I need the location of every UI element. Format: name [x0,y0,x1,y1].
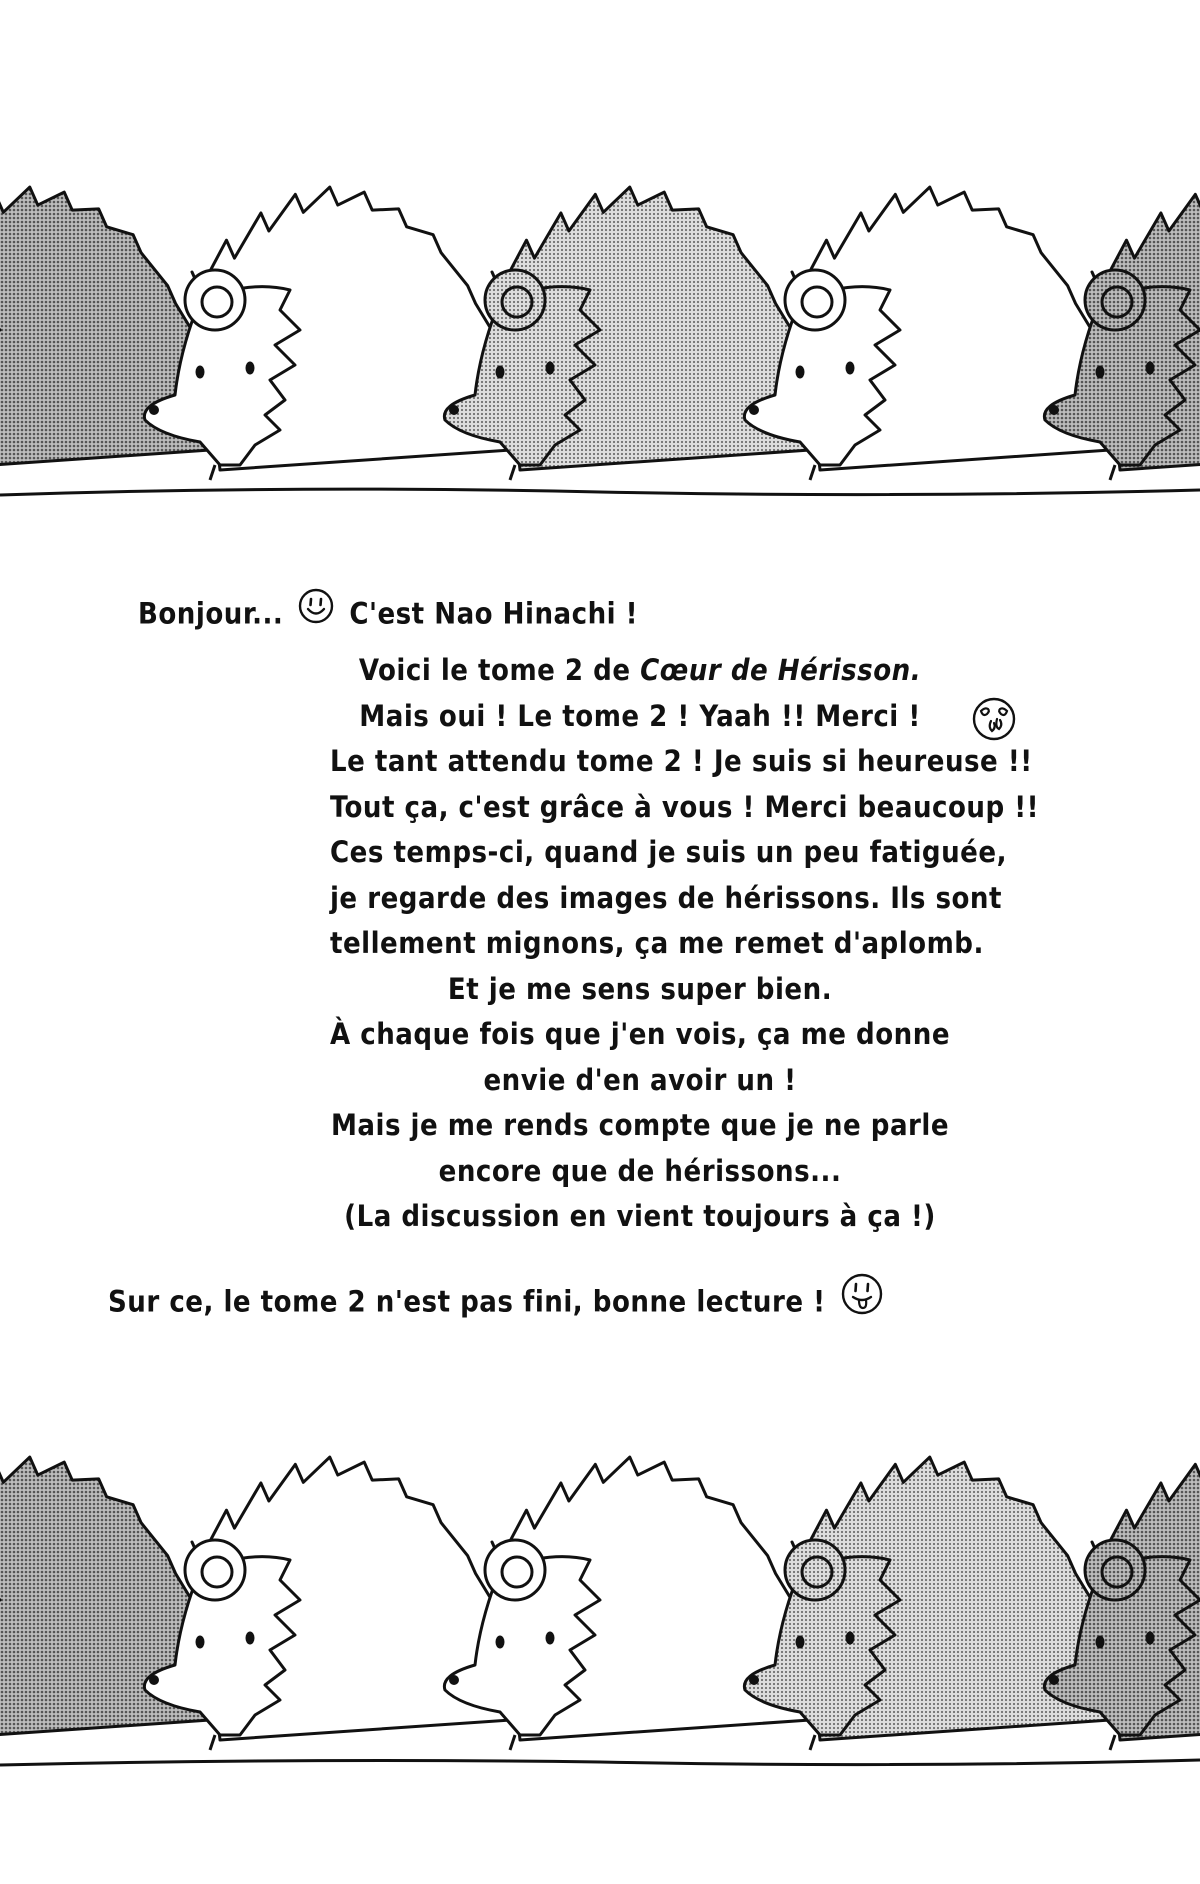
hedgehog-icon [744,187,1110,480]
hedgehog-icon [444,1457,810,1750]
greeting-line [138,590,638,641]
body-line: tellement mignons, ça me remet d'aplomb. [330,926,984,960]
closing-text: Sur ce, le tome 2 n'est pas fini, bonne lecture ! [108,1284,826,1319]
body-line-text: Voici le tome 2 de [358,653,641,687]
body-line: Mais oui ! Le tome 2 ! Yaah !! Merci ! [359,698,921,733]
greeting-author: C'est Nao Hinachi ! [349,596,639,631]
body-line: je regarde des images de hérissons. Ils sont [330,880,1002,915]
hedgehog-band-bottom-icon [0,1410,1200,1810]
body-line: Et je me sens super bien. [447,971,833,1006]
body-line: À chaque fois que j'en vois, ça me donne [330,1017,951,1051]
smiley-face-icon [297,587,335,638]
body-line: Le tant attendu tome 2 ! Je suis si heureuse !! [330,744,1033,778]
body-line: Tout ça, c'est grâce à vous ! Merci beaucoup !! [330,789,1040,824]
closing-line [108,1275,884,1332]
hedgehog-icon [444,187,810,480]
body-line: envie d'en avoir un ! [483,1062,797,1097]
body-line: Mais je me rends compte que je ne parle [330,1108,950,1142]
sweating-face-icon [970,695,1018,747]
hedgehog-icon [744,1457,1110,1750]
body-line: Ces temps-ci, quand je suis un peu fatiguée, [330,835,1007,869]
body-paragraph [330,648,1040,1240]
body-line: encore que de hérissons... [438,1153,842,1188]
hedgehog-band-top-icon [0,140,1200,540]
hedgehog-icon [144,1457,510,1750]
body-line [330,648,950,694]
tongue-face-icon [840,1272,884,1329]
body-line: (La discussion en vient toujours à ça !) [344,1199,936,1233]
greeting-hello: Bonjour... [138,596,284,631]
manga-title: Cœur de Hérisson. [640,653,922,687]
hedgehog-icon [144,187,510,480]
